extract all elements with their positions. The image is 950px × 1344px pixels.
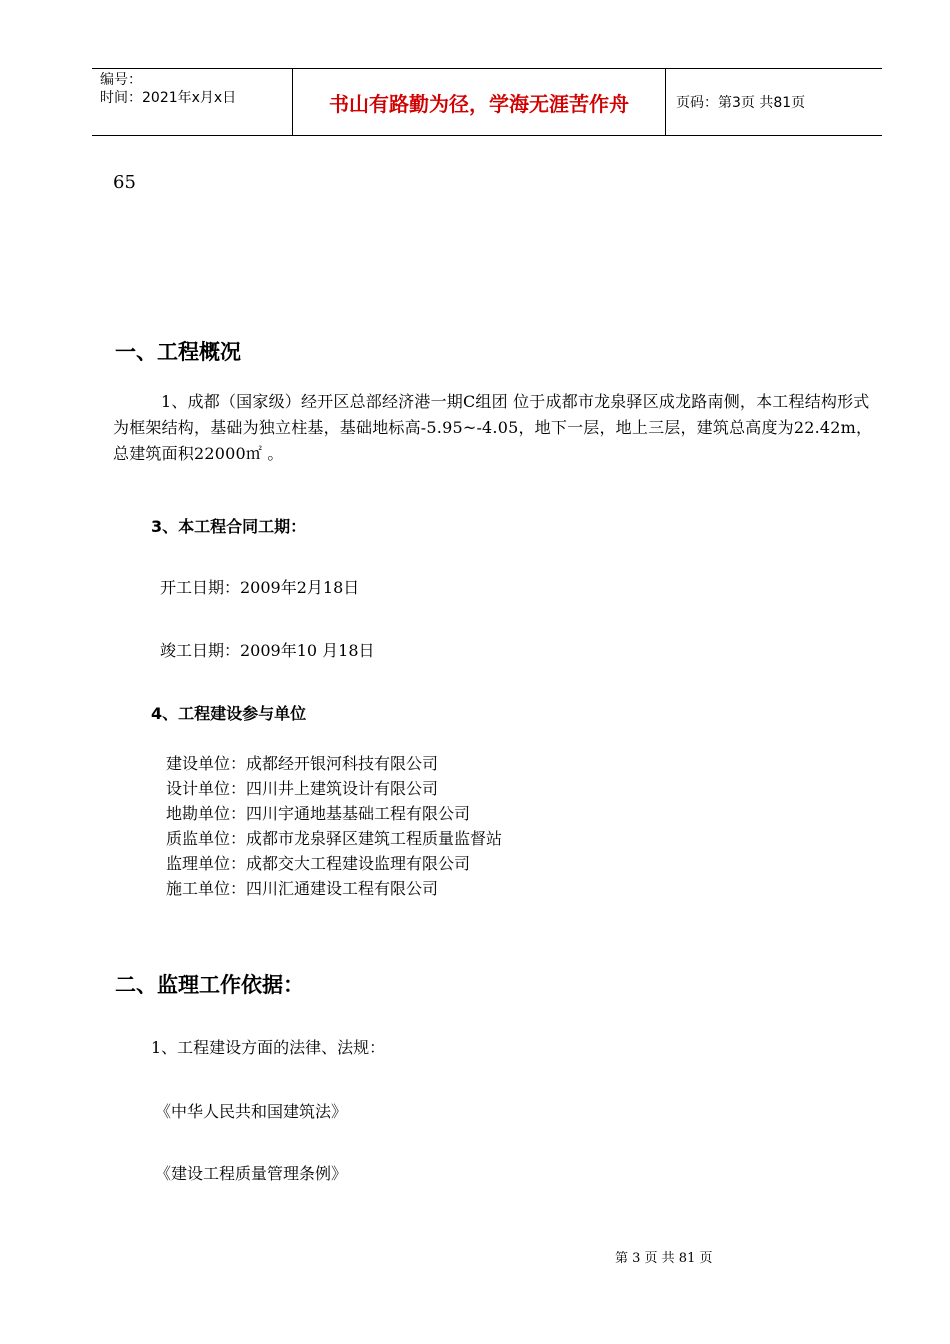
- page-header: [92, 68, 882, 136]
- law-item: 《建设工程质量管理条例》: [155, 1164, 348, 1183]
- start-date: 开工日期：2009年2月18日: [160, 578, 360, 597]
- participants-heading: 4、工程建设参与单位: [151, 704, 307, 723]
- page-number-top: 65: [113, 172, 136, 193]
- section-title-overview: 一、工程概况: [115, 340, 241, 364]
- section-title-basis: 二、监理工作依据：: [115, 973, 304, 997]
- page-footer: 第 3 页 共 81 页: [615, 1251, 713, 1266]
- list-item: 建设单位：成都经开银河科技有限公司: [166, 754, 439, 773]
- law-item: 《中华人民共和国建筑法》: [155, 1102, 348, 1121]
- list-item: 设计单位：四川井上建筑设计有限公司: [166, 779, 439, 798]
- list-item: 质监单位：成都市龙泉驿区建筑工程质量监督站: [166, 829, 503, 848]
- doc-time-label: 时间：2021年x月x日: [100, 90, 237, 106]
- contract-period-heading: 3、本工程合同工期：: [151, 517, 307, 536]
- overview-paragraph: 1、成都（国家级）经开区总部经济港一期C组团 位于成都市龙泉驿区成龙路南侧，本工程结构形式为框架结构，基础为独立柱基，基础地标高-5.95~-4.05，地下一层，地上三层，建筑总高度为22.42m，总建筑面积22000㎡ 。: [113, 392, 873, 463]
- list-item: 地勘单位：四川宇通地基基础工程有限公司: [166, 804, 471, 823]
- list-item: 监理单位：成都交大工程建设监理有限公司: [166, 854, 471, 873]
- header-meta: [92, 69, 293, 135]
- doc-code-label: 编号：: [100, 72, 142, 88]
- end-date: 竣工日期：2009年10 月18日: [160, 641, 375, 660]
- participants-list: [166, 751, 502, 901]
- header-page-label: 页码：第3页 共81页: [676, 95, 806, 111]
- laws-heading: 1、工程建设方面的法律、法规：: [151, 1038, 386, 1057]
- list-item: 施工单位：四川汇通建设工程有限公司: [166, 879, 439, 898]
- header-motto: 书山有路勤为径，学海无涯苦作舟: [293, 69, 666, 135]
